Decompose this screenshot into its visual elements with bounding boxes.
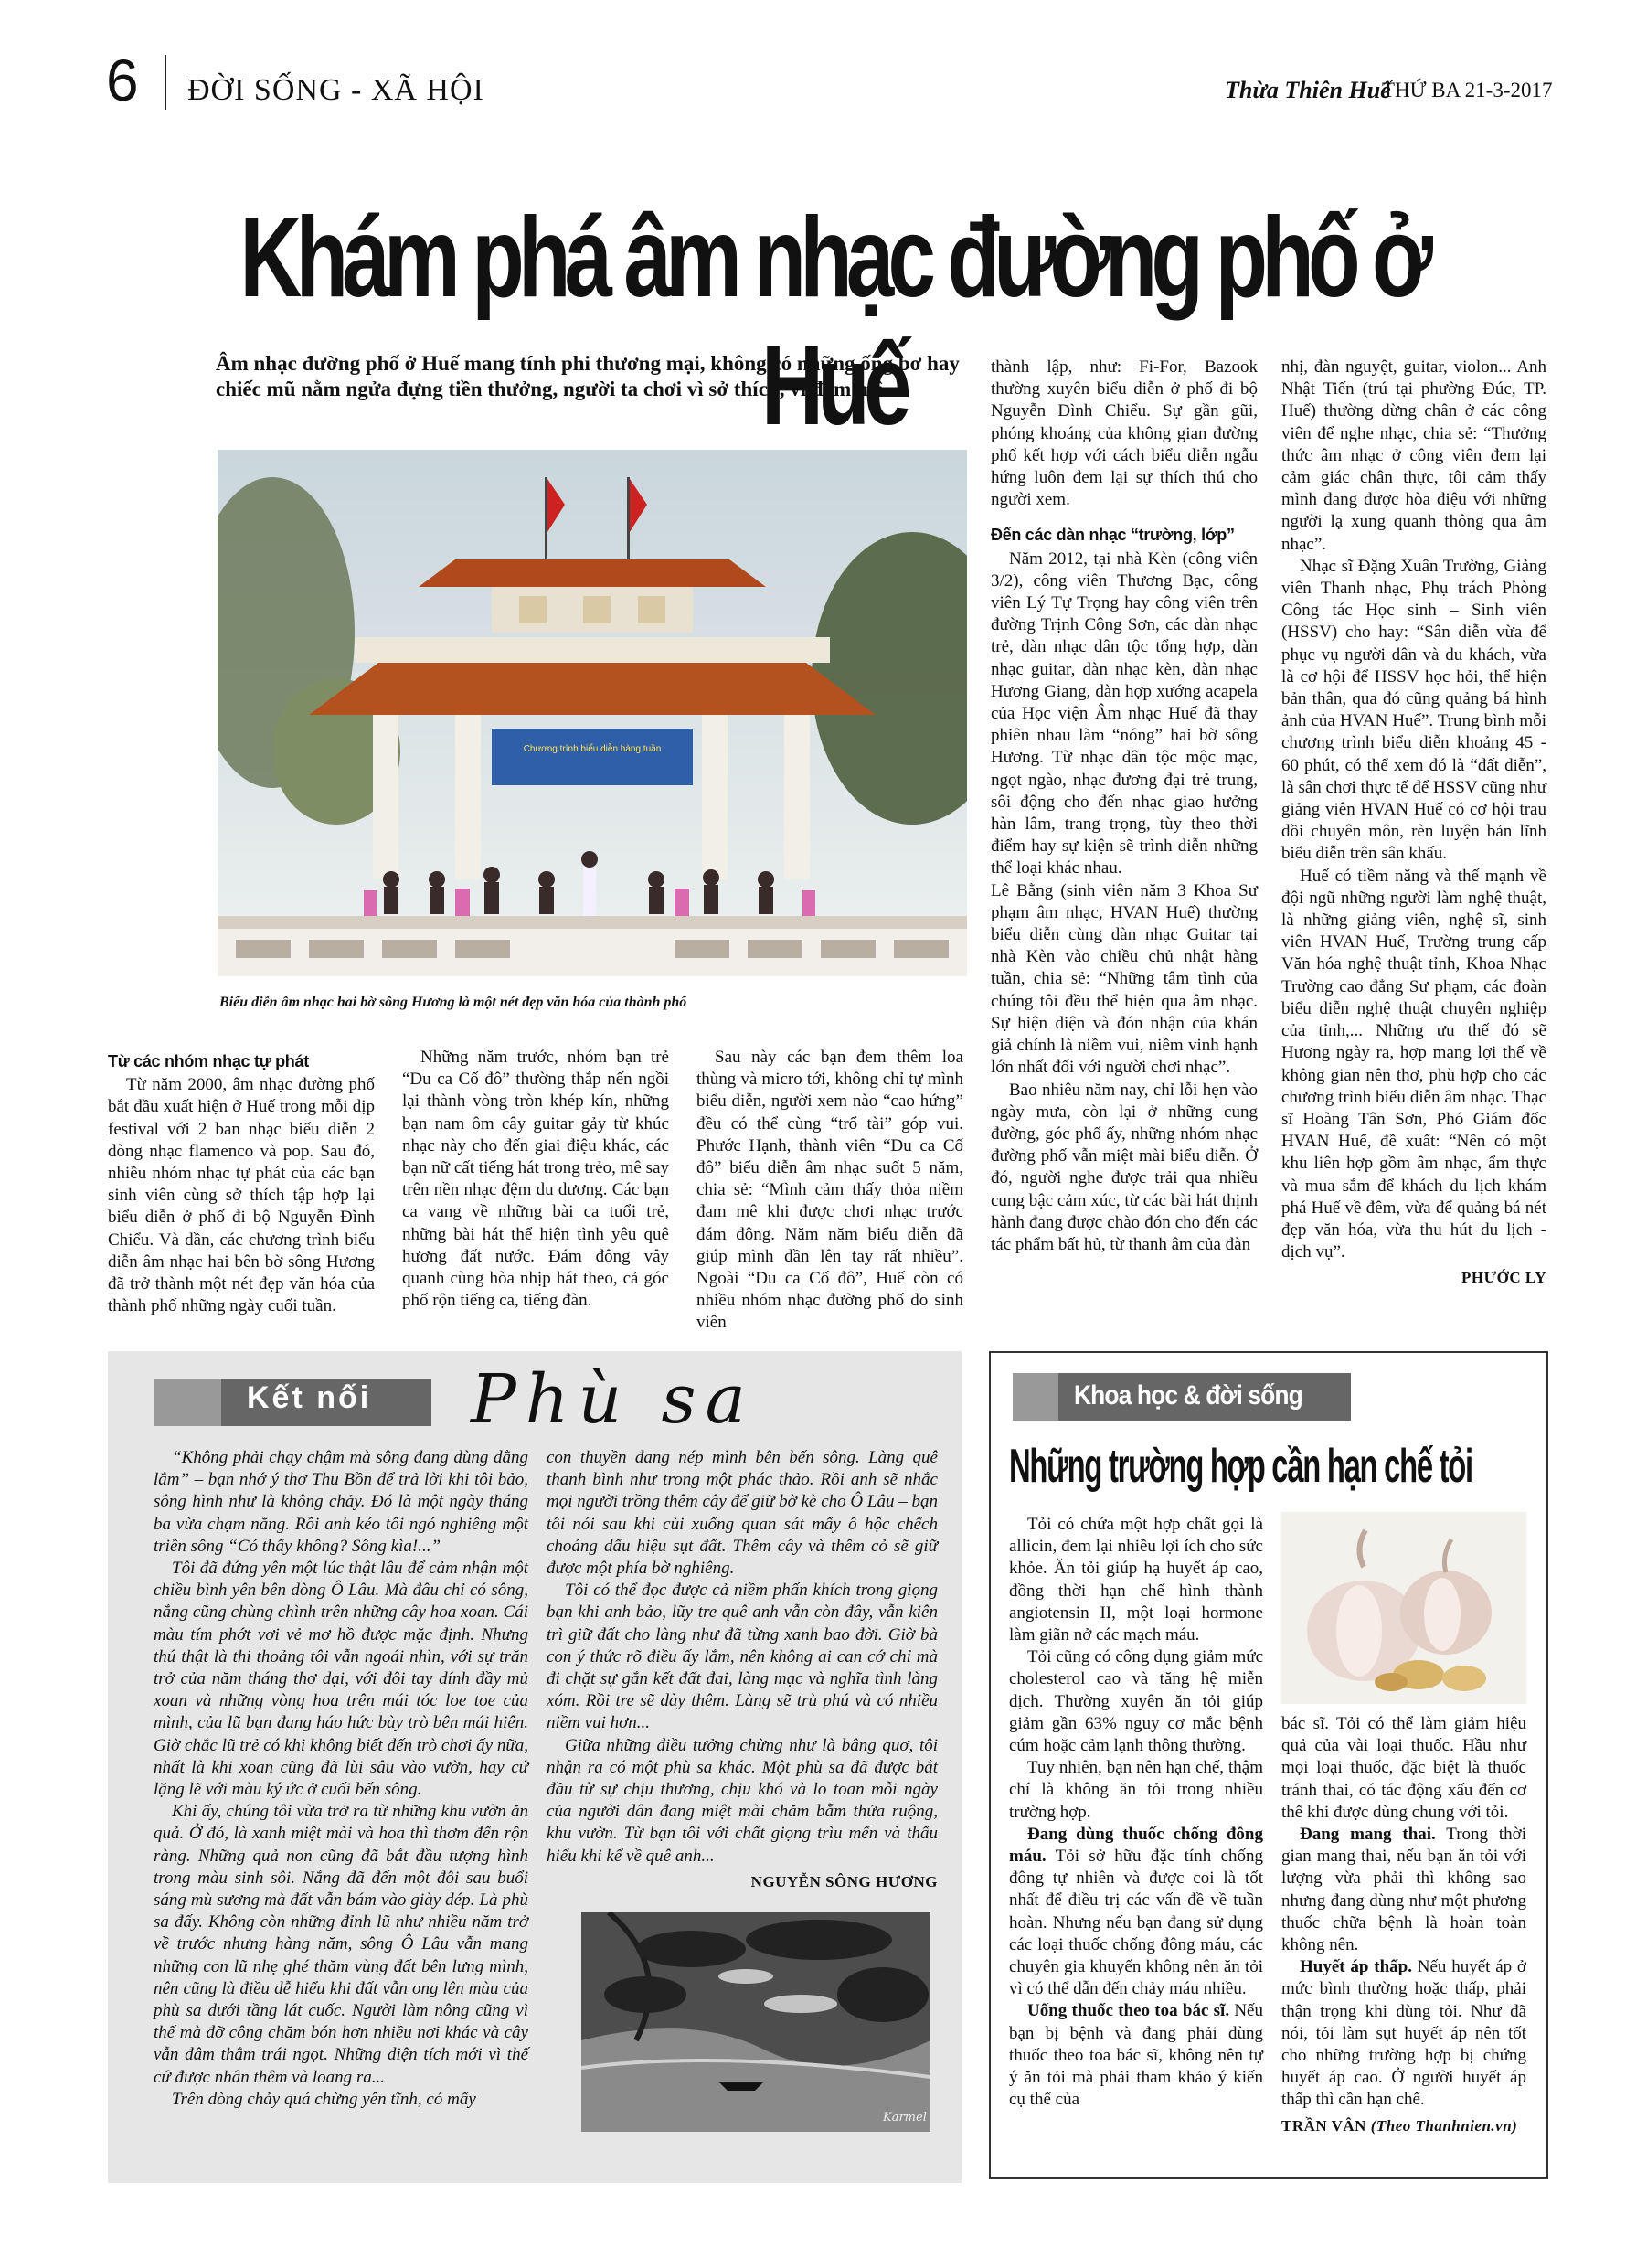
phusa-label-tab (154, 1379, 221, 1426)
photo-caption: Biểu diễn âm nhạc hai bờ sông Hương là một nét đẹp văn hóa của thành phố (219, 995, 687, 1010)
toi-col-2-p2-text: Trong thời gian mang thai, nếu bạn ăn tỏi với lượng vừa phải thì không sao nhưng đang dùng như một phương thuốc chữa bệnh là hoàn toàn không nên. (1281, 1825, 1527, 1955)
main-col-5-text1: nhị, đàn nguyệt, guitar, violon... Anh Nhật Tiến (trú tại phường Đúc, TP. Huế) thường dừng chân ở các công viên để nghe nhạc, chia sẻ: “Thưởng thức âm nhạc ở công viên đem lại cảm giác chân thực, tôi cảm thấy mình đang được hòa điệu với những người lạ xung quanh thông qua âm nhạc”. (1281, 357, 1546, 554)
photo-banner-text: Chương trình biểu diễn hàng tuần (523, 744, 662, 754)
main-col-5-text3: Huế có tiềm năng và thế mạnh về đội ngũ những người làm nghệ thuật, là những giảng viên, nghệ sĩ, sinh viên HVAN Huế, Trường trung cấp Văn hóa nghệ thuật tỉnh, Khoa Nhạc Trường cao đẳng Sư phạm, các đoàn biểu diễn nghệ thuật chuyên nghiệp của tỉnh,... Những ưu thế đó sẽ Hương ngày ra, hợp mang lợi thế về không gian nên thơ, phù hợp cho các chương trình biểu diễn âm nhạc. Thạc sĩ Hoàng Tân Sơn, Phó Giám đốc HVAN Huế, đề xuất: “Nên có một khu liên hợp gồm âm nhạc, ẩm thực và mua sắm để khách du lịch khám phá Huế về đêm, vừa để quảng bá nét đẹp văn hóa, vừa thu hút du lịch - dịch vụ”. (1281, 866, 1546, 1262)
phusa-col-1 (154, 1447, 528, 2111)
toi-col-2 (1281, 1713, 1526, 2137)
toi-col-1-p5-text: Nếu bạn bị bệnh và đang phải dùng thuốc theo toa bác sĩ, không nên tự ý ăn tỏi mà phải tham khảo ý kiến cụ thể của (1009, 2001, 1263, 2110)
phusa-col-2-p3: Giữa những điều tưởng chừng như là bâng quơ, tôi nhận ra có một phù sa khác. Một phù sa đã được bắt đầu từ sự chịu thương, chịu khó và lo toan mỗi ngày của người dân đang miệt mài chăm bẵm thửa ruộng, khu vườn. Từ bạn tôi với chất giọng trìu mến và thấu hiểu khi kể về quê anh... (547, 1735, 938, 1866)
subhead-den-cac-dan-nhac: Đến các dàn nhạc “trường, lớp” (991, 526, 1235, 545)
page-number: 6 (106, 48, 139, 113)
main-col-1 (108, 1047, 375, 1317)
toi-col-1-p4-text: Tỏi sở hữu đặc tính chống đông tự nhiên và được coi là tốt nhất để điều trị các vấn đề về tuần hoàn. Nhưng nếu bạn đang sử dụng các loại thuốc chống đông máu, các chuyên gia khuyến không nên ăn tỏi vì có thể dẫn đến chảy máu nhiều. (1009, 1847, 1263, 1999)
toi-col-1-p3: Tuy nhiên, bạn nên hạn chế, thậm chí là không ăn tỏi trong nhiều trường hợp. (1009, 1758, 1263, 1822)
section-title: ĐỜI SỐNG - XÃ HỘI (187, 73, 484, 107)
article-lead: Âm nhạc đường phố ở Huế mang tính phi thương mại, không có những ống bơ hay chiếc mũ nằm ngửa đựng tiền thưởng, người ta chơi vì sở thích, vì đam mê. (216, 352, 960, 400)
pavilion-photo (218, 450, 967, 976)
toi-source: (Theo Thanhnien.vn) (1370, 2116, 1518, 2135)
main-byline: PHƯỚC LY (1461, 1269, 1546, 1287)
toi-col-1-p1: Tỏi có chứa một hợp chất gọi là allicin, đem lại nhiều lợi ích cho sức khỏe. Ăn tỏi giúp hạ huyết áp cao, đồng thời hạn chế hình thành angiotensin II, một loại hormone làm giãn nở các mạch máu. (1009, 1515, 1263, 1645)
toi-label: Khoa học & đời sống (1074, 1380, 1302, 1411)
phusa-col-1-p3: Khi ấy, chúng tôi vừa trở ra từ những khu vườn ăn quả. Ở đó, là xanh miệt mài và hoa thì thơm đến rộn ràng. Những quả non cũng đã bắt đầu tượng hình trong màu sinh sôi. Nắng đã đến một đôi sau buổi sáng mù sương mà đất vẫn bám vào giày dép. Là phù sa đấy. Không còn những đỉnh lũ như nhiều năm trở về trước nhưng hàng năm, sông Ô Lâu vẫn mang những con lũ nhẹ ghé thăm vùng đất bên lưng mình, nên cũng là điều dễ hiểu khi đất vẫn ong lên màu của phù sa dưới tầng lát cuốc. Người làm nông cũng vì thế mà đỡ công chăm bón hơn nhiều nơi khác và cây vẫn đâm thẳm trái ngọt. Những diện tích mới vì thế cứ được nhân thêm và loang ra... (154, 1802, 528, 2087)
phusa-col-2-p1: con thuyền đang nép mình bên bến sông. Làng quê thanh bình như trong một phác thảo. Rồi anh sẽ nhắc mọi người trồng thêm cây để giữ bờ kè cho Ô Lâu – bạn tôi nói sau khi cùi xuống quan sát mấy ô hộc chếch choáng dấu hiệu sụt đất. Thêm cây và thêm cỏ sẽ giữ được một phía bờ nghiêng. (547, 1448, 938, 1579)
header-divider (165, 55, 166, 110)
main-col-1-text: Từ năm 2000, âm nhạc đường phố bắt đầu xuất hiện ở Huế trong mỗi dịp festival với 2 ban nhạc biểu diễn 2 dòng nhạc flamenco và pop. Sau đó, nhiều nhóm nhạc tự phát của các bạn sinh viên cùng sở thích tập hợp lại biểu diễn ở phố đi bộ Nguyễn Đình Chiểu. Và dần, các chương trình biểu diễn âm nhạc hai bên bờ sông Hương đã trở thành một nét đẹp văn hóa của thành phố những ngày cuối tuần. (108, 1075, 375, 1316)
toi-byline: TRẦN VÂN (1281, 2116, 1366, 2135)
toi-col-2-p3-text: Nếu huyết áp ở mức bình thường hoặc thấp, phải thận trọng khi dùng tỏi. Như đã nói, tỏi làm sụt huyết áp nên tốt cho những trường hợp bị chứng huyết áp cao. Ở người huyết áp thấp thì cần hạn chế. (1281, 1957, 1526, 2110)
phusa-col-2-p2: Tôi có thể đọc được cả niềm phấn khích trong giọng bạn khi anh bảo, lũy tre quê anh vẫn còn đây, vẫn kiên trì giữ đất cho làng như đã từng xanh bao đời. Giờ bà con ý thức rõ điều ấy lắm, nên không ai can cớ chỉ mà đi chặt sự gắn kết đất đai, làng mạc và nghĩa tình làng xóm. Rồi tre sẽ dày thêm. Làng sẽ trù phú và có nhiều niềm vui hơn... (547, 1581, 938, 1733)
toi-col-1-p2: Tỏi cũng có công dụng giảm mức cholesterol cao và tăng hệ miễn dịch. Thường xuyên ăn tỏi giúp giảm gần 63% nguy cơ mắc bệnh cúm hoặc cảm lạnh thông thường. (1009, 1647, 1263, 1756)
toi-col-2-p2 (1281, 1824, 1526, 1956)
phusa-col-1-p1: “Không phải chạy chậm mà sông đang dùng dằng lắm” – bạn nhớ ý thơ Thu Bồn để trả lời khi tôi bảo, sông hình như là không chảy. Đó là một ngày tháng ba vừa chạm nắng. Rồi anh kéo tôi ngó nghiêng một triền sông “Có thấy không? Sông kìa!...” (154, 1448, 528, 1556)
phusa-col-2 (547, 1447, 938, 1893)
main-col-3 (696, 1047, 963, 1335)
main-col-4-text1: thành lập, như: Fi-For, Bazook thường xuyên biểu diễn ở phố đi bộ Nguyễn Đình Chiểu. Sự gần gũi, phóng khoáng của không gian đường phố kết hợp với cách biểu diễn ngẫu hứng luôn đem lại sự thích thú cho người xem. (991, 357, 1258, 510)
main-col-3-text: Sau này các bạn đem thêm loa thùng và micro tới, không chỉ tự mình biểu diễn, người xem nào “cao hứng” đều có thể cùng “trổ tài” góp vui. Phước Hạnh, thành viên “Du ca Cố đô” biểu diễn âm nhạc suốt 5 năm, chia sẻ: “Mình cảm thấy thỏa niềm đam mê khi được chơi nhạc trước đám đông. Năm năm biểu diễn đã giúp mình dần lên tay rất nhiều”. Ngoài “Du ca Cố đô”, Huế còn có nhiều nhóm nhạc đường phố do sinh viên (696, 1048, 963, 1333)
garlic-photo (1281, 1512, 1526, 1704)
issue-date: THỨ BA 21-3-2017 (1382, 79, 1553, 101)
paper-name: Thừa Thiên Huế (1225, 77, 1391, 103)
subhead-tu-cac-nhom: Từ các nhóm nhạc tự phát (108, 1052, 309, 1070)
toi-col-1-p4-bold: Đang dùng thuốc chống đông máu. (1009, 1824, 1263, 1867)
phusa-col-1-p2: Tôi đã đứng yên một lúc thật lâu để cảm nhận một chiều bình yên bên dòng Ô Lâu. Mà đâu chỉ có sông, nắng cũng chùng chình trên những cây hoa xoan. Cái màu tím phớt vơi vẻ mơ hồ được mặc định. Nhưng thú thật là thi thoảng tôi vẫn ngoái nhìn, với sự trăn trở của năm tháng thơ dại, với đôi tay dính đầy mủ xoan và những vòng hoa trên mái tóc loe toe của mình, của lũ bạn đang háo hức bày trò bên mái hiên. Giờ chắc lũ trẻ có khi không biết đến trò chơi ấy nữa, nhất là khi xoan cũng đã lùi sâu vào vườn, hay cứ lặng lẽ với màu ký ức ở cuối bến sông. (154, 1559, 528, 1800)
toi-title: Những trường hợp cần hạn chế tỏi (1009, 1440, 1472, 1493)
main-col-4-text2: Năm 2012, tại nhà Kèn (công viên 3/2), công viên Thương Bạc, công viên Lý Tự Trọng hay công viên trên đường Trịnh Công Sơn, các dàn nhạc trẻ, dàn nhạc dân tộc tổng hợp, dàn nhạc guitar, dàn nhạc kèn, dàn nhạc Hương Giang, dàn hợp xướng acapela của Học viện Âm nhạc Huế đã thay phiên nhau làm “nóng” hai bờ sông Hương. Từ nhạc dân tộc mộc mạc, ngọt ngào, nhạc đương đại trẻ trung, sôi động cho đến nhạc giao hưởng hàn lâm, trang trọng, tùy theo thời điểm hay sự kiện sẽ trình diễn những thể loại khác nhau. (991, 548, 1258, 878)
toi-col-2-p3 (1281, 1956, 1526, 2111)
toi-col-2-p2-bold: Đang mang thai. (1300, 1825, 1436, 1845)
main-col-2-text: Những năm trước, nhóm bạn trẻ “Du ca Cố đô” thường thắp nến ngồi lại thành vòng tròn khép kín, những bạn nam ôm cây guitar gảy từ khúc nhạc này cho đến giai điệu khác, các bạn nữ cất tiếng hát trong trẻo, mê say trên nền nhạc đệm du dương. Các bạn ca vang về những bài ca tuổi trẻ, những bài hát thể hiện tình yêu quê hương đất nước. Đám đông vây quanh cùng hòa nhịp hát theo, cả góc phố rộn tiếng ca, tiếng đàn. (402, 1048, 669, 1311)
toi-col-1-p4 (1009, 1824, 1263, 2001)
toi-col-2-p1: bác sĩ. Tỏi có thể làm giảm hiệu quả của vài loại thuốc. Hầu như mọi loại thuốc, đặc biệt là thuốc tránh thai, có tác động xấu đến cơ thể khi được dùng chung với tỏi. (1281, 1714, 1526, 1822)
main-col-2 (402, 1047, 669, 1312)
phusa-col-1-p4: Trên dòng chảy quá chừng yên tĩnh, có mấy (172, 2089, 476, 2109)
toi-col-2-p3-bold: Huyết áp thấp. (1300, 1957, 1412, 1977)
main-col-5 (1281, 357, 1546, 1290)
main-col-5-text2: Nhạc sĩ Đặng Xuân Trường, Giảng viên Thanh nhạc, Phụ trách Phòng Công tác Học sinh – Sinh viên (HSSV) cho hay: “Sân diễn vừa để phục vụ người dân và du khách, vừa là cơ hội để HSSV học hỏi, thể hiện bản thân, qua đó cũng quảng bá hình ảnh của HVAN Huế”. Trung bình mỗi chương trình biểu diễn khoảng 45 - 60 phút, có thể xem đó là “đất diễn”, là sân chơi thực tế để HSSV cũng như giảng viên HVAN Huế có cơ hội trau dồi chuyên môn, rèn luyện bản lĩnh biểu diễn trên sân khấu. (1281, 556, 1546, 864)
phusa-title: Phù sa (471, 1360, 755, 1439)
main-col-4-text3: Lê Bằng (sinh viên năm 3 Khoa Sư phạm âm nhạc, HVAN Huế) thường biểu diễn cùng dàn nhạc Guitar tại nhà Kèn vào chiều chủ nhật hàng tuần, chia sẻ: “Những tâm tình của chúng tôi đều thể hiện qua âm nhạc. Sự hiện diện và đón nhận của khán giả chính là niềm vui, niềm vinh hạnh lớn nhất đối với người chơi nhạc”. (991, 880, 1258, 1078)
main-col-4-text4: Bao nhiêu năm nay, chỉ lỗi hẹn vào ngày mưa, còn lại ở những cung đường, góc phố ấy, những nhóm nhạc đường phố vẫn miệt mài biểu diễn. Ở đó, người nghe được trải qua nhiều cung bậc cảm xúc, từ các bài hát thịnh hành đang được chào đón cho đến các tác phẩm bất hủ, từ thanh âm của đàn (991, 1080, 1258, 1254)
toi-label-tab (1013, 1373, 1058, 1421)
toi-col-1-p5-bold: Uống thuốc theo toa bác sĩ. (1027, 2001, 1230, 2021)
river-painting (581, 1912, 930, 2132)
main-col-4 (991, 357, 1258, 1256)
toi-col-1-p5 (1009, 2000, 1263, 2111)
phusa-label: Kết nối (247, 1380, 372, 1415)
toi-byline-line (1281, 2115, 1526, 2137)
toi-col-1 (1009, 1514, 1263, 2111)
article-headline: Khám phá âm nhạc đường phố ở Huế (239, 195, 1428, 449)
painting-signature: Karmel (883, 2111, 927, 2124)
phusa-byline: NGUYỄN SÔNG HƯƠNG (750, 1872, 938, 1890)
